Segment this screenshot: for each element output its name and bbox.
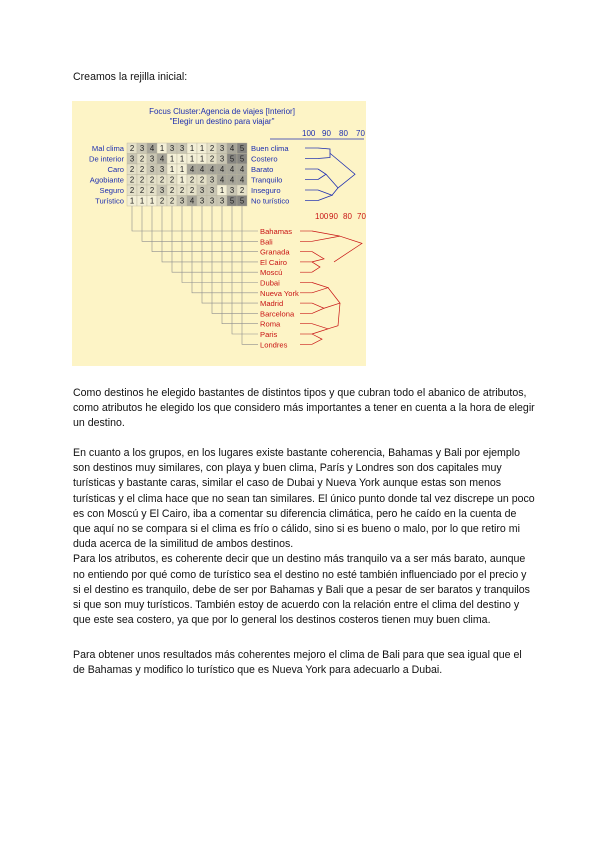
rating-value: 1 [169, 165, 175, 174]
element-label: El Cairo [260, 257, 288, 267]
element-dendro-branch [312, 303, 324, 313]
rating-value: 4 [229, 144, 235, 153]
focus-cluster-figure [72, 101, 366, 366]
top-scale-label: 100 [302, 129, 316, 138]
rating-value: 2 [179, 186, 185, 195]
element-label: Moscú [260, 268, 283, 278]
rating-value: 1 [139, 196, 145, 206]
rating-value: 1 [129, 196, 135, 206]
rating-value: 2 [189, 186, 195, 195]
rating-value: 4 [199, 165, 205, 174]
top-scale-label: 80 [339, 129, 348, 138]
element-dendro-branch [312, 262, 320, 272]
rating-value: 4 [209, 165, 215, 174]
rating-value: 4 [239, 165, 245, 174]
construct-left-label: Seguro [99, 186, 124, 195]
element-label: Paris [260, 330, 278, 339]
construct-left-label: Caro [107, 165, 124, 174]
rating-value: 3 [199, 196, 205, 206]
construct-dendro-branch [318, 148, 330, 159]
rating-value: 1 [189, 144, 195, 153]
construct-left-label: Turístico [95, 196, 124, 206]
rating-value: 1 [149, 196, 155, 206]
rating-value: 3 [209, 175, 215, 185]
rating-value: 2 [199, 175, 205, 185]
figure-subtitle: "Elegir un destino para viajar" [169, 117, 275, 126]
rating-value: 5 [239, 196, 245, 206]
construct-left-label: Agobiante [89, 175, 124, 185]
rating-value: 1 [179, 175, 185, 185]
construct-dendro-branch [326, 174, 338, 195]
rating-value: 2 [139, 165, 145, 174]
rating-value: 5 [239, 144, 245, 153]
rating-value: 3 [219, 196, 225, 206]
rating-value: 4 [189, 196, 195, 206]
rating-value: 5 [229, 154, 235, 164]
element-dendro-branch [312, 324, 328, 334]
rating-value: 2 [159, 196, 165, 206]
rating-value: 2 [169, 196, 175, 206]
intro-text: Creamos la rejilla inicial: [73, 71, 188, 83]
rating-value: 2 [129, 186, 135, 195]
rating-value: 4 [239, 175, 245, 185]
paragraph-groups: En cuanto a los grupos, en los lugares existe bastante coherencia, Bahamas y Bali por ejemplo son destinos muy similares, con playa y buen clima, París y Londres son dos capitales muy turísticas y bastante caras, similar el caso de Dubai y Nueva York aunque estas son menos turísticas y el clima hace que no sean tan similares. El único punto donde tal vez discrepe un poco es con Moscú y El Cairo, iba a comentar su diferencia climática, pero he caído en la cuenta de que aquí no se compara si el clima es frío o cálido, sino si es bueno o malo, por lo que retiro mi duda acerca de la similitud de ambos destinos. Para los atributos, es coherente decir que un destino más tranquilo va a ser más barato, aunque no entiendo por qué como de turístico sea el destino no esté también influenciado por el precio y si el destino es tranquilo, debe de ser por Bahamas y Bali que a pesar de ser baratos y tranquilos si que son muy turísticos. También estoy de acuerdo con la relación entre el clima del destino y que este sea costero, ya que por lo general los destinos costeros tienen muy buen clima. [73, 447, 535, 627]
element-label: Madrid [260, 299, 284, 309]
construct-right-label: Tranquilo [251, 175, 283, 185]
element-leader-line [202, 206, 258, 303]
element-dendro-branch [312, 252, 324, 262]
rating-value: 3 [149, 165, 155, 174]
rating-value: 1 [159, 144, 165, 153]
rating-value: 2 [139, 186, 145, 195]
paragraph-improvements: Para obtener unos resultados más coherentes mejoro el clima de Bali para que sea igual que el de Bahamas y modifico lo turístico que es Nueva York para adecuarlo a Dubai. [73, 649, 522, 677]
bottom-scale-label: 70 [357, 212, 366, 221]
element-label: Barcelona [260, 309, 295, 319]
element-label: Bahamas [260, 227, 293, 236]
element-dendro-branch [334, 236, 362, 262]
element-dendro-branch [312, 231, 340, 241]
top-scale-label: 90 [322, 129, 331, 138]
element-label: Roma [260, 319, 281, 329]
rating-value: 3 [219, 144, 225, 153]
element-dendro-branch [324, 288, 340, 309]
rating-value: 3 [139, 144, 145, 153]
rating-value: 4 [189, 165, 195, 174]
rating-value: 2 [139, 175, 145, 185]
construct-dendro-branch [318, 169, 326, 180]
rating-value: 3 [199, 186, 205, 195]
rating-value: 2 [129, 175, 135, 185]
rating-value: 4 [149, 144, 155, 153]
rating-value: 3 [219, 154, 225, 164]
rating-value: 2 [149, 175, 155, 185]
element-dendro-branch [312, 283, 328, 293]
element-dendro-branch [312, 334, 322, 344]
rating-value: 2 [209, 154, 215, 164]
rating-value: 3 [129, 154, 135, 164]
paragraph-destinations: Como destinos he elegido bastantes de distintos tipos y que cubran todo el abanico de atributos, como atributos he elegido los que considero más importantes a tener en cuenta a la hora de elegir un destino. [73, 387, 535, 430]
element-label: Bali [260, 237, 273, 247]
element-leader-line [222, 206, 258, 324]
element-label: Dubai [260, 278, 280, 288]
element-leader-line [172, 206, 258, 272]
element-dendro-branch [328, 303, 340, 329]
construct-right-label: No turístico [251, 196, 290, 206]
element-leader-line [182, 206, 258, 283]
element-leader-line [232, 206, 258, 334]
construct-left-label: Mal clima [91, 144, 124, 153]
rating-value: 3 [179, 144, 185, 153]
rating-value: 4 [219, 175, 225, 185]
rating-value: 2 [189, 175, 195, 185]
rating-value: 2 [239, 186, 245, 195]
rating-value: 4 [159, 154, 165, 164]
rating-value: 5 [239, 154, 245, 164]
rating-value: 3 [209, 196, 215, 206]
construct-right-label: Barato [251, 165, 274, 174]
rating-value: 2 [129, 144, 135, 153]
rating-value: 2 [169, 175, 175, 185]
rating-value: 4 [229, 165, 235, 174]
element-leader-line [142, 206, 258, 241]
rating-value: 5 [229, 196, 235, 206]
rating-value: 1 [199, 154, 205, 164]
rating-value: 2 [149, 186, 155, 195]
element-leader-line [162, 206, 258, 262]
top-scale-label: 70 [356, 129, 365, 138]
construct-right-label: Buen clima [251, 144, 289, 153]
rating-value: 2 [139, 154, 145, 164]
construct-right-label: Costero [251, 154, 278, 164]
element-label: Londres [260, 340, 288, 350]
rating-value: 4 [219, 165, 225, 174]
element-label: Nueva York [260, 288, 299, 298]
rating-value: 1 [169, 154, 175, 164]
rating-value: 3 [159, 186, 165, 195]
bottom-scale-label: 100 [315, 212, 329, 221]
rating-value: 1 [199, 144, 205, 153]
rating-value: 3 [169, 144, 175, 153]
rating-value: 3 [179, 196, 185, 206]
construct-right-label: Inseguro [251, 186, 281, 195]
figure-title: Focus Cluster:Agencia de viajes [Interior] [149, 107, 295, 116]
rating-value: 3 [209, 186, 215, 195]
bottom-scale-label: 80 [343, 212, 352, 221]
construct-dendro-branch [318, 190, 332, 201]
element-leader-line [132, 206, 258, 231]
rating-value: 1 [179, 165, 185, 174]
construct-left-label: De interior [88, 154, 124, 164]
element-label: Granada [260, 247, 290, 257]
rating-value: 3 [149, 154, 155, 164]
rating-value: 4 [229, 175, 235, 185]
rating-value: 2 [129, 165, 135, 174]
rating-value: 1 [189, 154, 195, 164]
rating-value: 1 [179, 154, 185, 164]
rating-value: 2 [159, 175, 165, 185]
element-leader-line [212, 206, 258, 313]
rating-value: 1 [219, 186, 225, 195]
rating-value: 2 [209, 144, 215, 153]
rating-value: 3 [229, 186, 235, 195]
bottom-scale-label: 90 [329, 212, 338, 221]
rating-value: 3 [159, 165, 165, 174]
rating-value: 2 [169, 186, 175, 195]
